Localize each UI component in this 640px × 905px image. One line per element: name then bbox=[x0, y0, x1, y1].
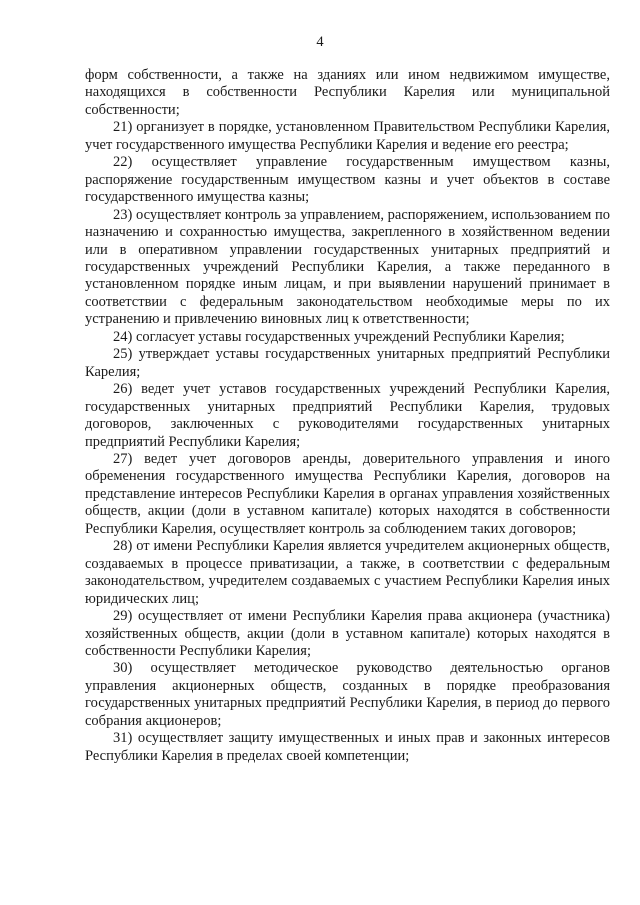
paragraph-item-31: 31) осуществляет защиту имущественных и иных прав и законных интересов Республики Карелия в пределах своей компетенции; bbox=[85, 730, 610, 764]
page-number: 4 bbox=[316, 34, 324, 50]
paragraph-item-28: 28) от имени Республики Карелия является учредителем акционерных обществ, создаваемых в процессе приватизации, а также, в соответствии с федеральным законодательством, учредителем создаваемых с участием Республики Карелия иных юридических лиц; bbox=[85, 538, 610, 607]
paragraph-item-25: 25) утверждает уставы государственных унитарных предприятий Республики Карелия; bbox=[85, 346, 610, 380]
paragraph-item-21: 21) организует в порядке, установленном Правительством Республики Карелия, учет государственного имущества Республики Карелия и ведение его реестра; bbox=[85, 119, 610, 153]
paragraph-item-24: 24) согласует уставы государственных учреждений Республики Карелия; bbox=[113, 328, 565, 345]
paragraph-continuation: форм собственности, а также на зданиях или ином недвижимом имуществе, находящихся в собственности Республики Карелия или муниципальной собственности; bbox=[85, 67, 610, 118]
document-body bbox=[85, 67, 610, 765]
paragraph-item-23: 23) осуществляет контроль за управлением, распоряжением, использованием по назначению и сохранностью имущества, закрепленного в хозяйственном ведении или в оперативном управлении государственных унитарных предприятий и государственных учреждений Республики Карелия, а также переданного в установленном порядке иным лицам, и при выявлении нарушений принимает в соответствии с федеральным законодательством необходимые меры по их устранению и привлечению виновных лиц к ответственности; bbox=[85, 206, 610, 328]
paragraph-item-22: 22) осуществляет управление государственным имуществом казны, распоряжение государственным имуществом казны и учет объектов в составе государственного имущества казны; bbox=[85, 154, 610, 206]
paragraph-item-29: 29) осуществляет от имени Республики Карелия права акционера (участника) хозяйственных обществ, акции (доли в уставном капитале) которых находятся в собственности Республики Карелия; bbox=[85, 608, 610, 659]
paragraph-item-26: 26) ведет учет уставов государственных учреждений Республики Карелия, государственных унитарных предприятий Республики Карелия, трудовых договоров, заключенных с руководителями государственных унитарных предприятий Республики Карелия; bbox=[85, 381, 610, 450]
paragraph-item-30: 30) осуществляет методическое руководство деятельностью органов управления акционерных обществ, созданных в порядке преобразования государственных унитарных предприятий Республики Карелия, в период до первого собрания акционеров; bbox=[85, 660, 610, 729]
paragraph-item-27: 27) ведет учет договоров аренды, доверительного управления и иного обременения государственного имущества Республики Карелия, договоров на представление интересов Республики Карелия в органах управления хозяйственных обществ, акции (доли в уставном капитале) которых находятся в собственности Республики Карелия, осуществляет контроль за соблюдением таких договоров; bbox=[85, 450, 610, 537]
